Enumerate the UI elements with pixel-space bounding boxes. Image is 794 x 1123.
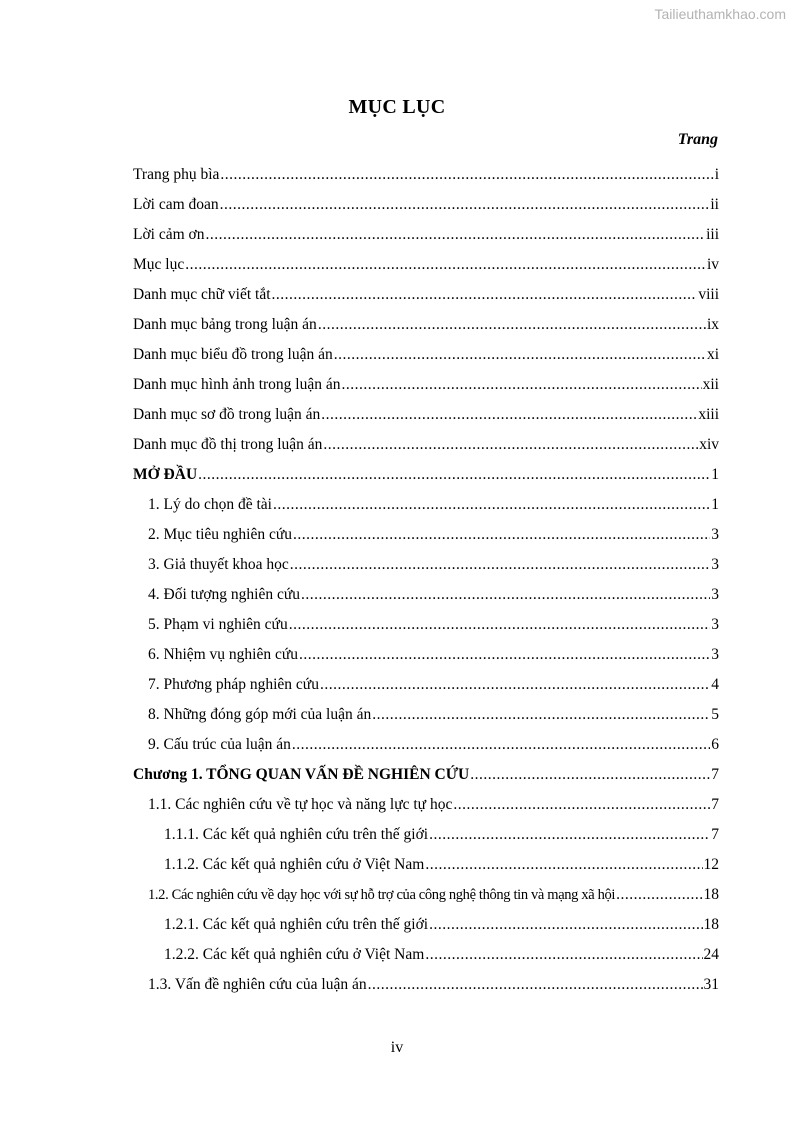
toc-entry <box>133 430 719 460</box>
toc-leader-dots <box>425 940 702 970</box>
toc-entry-page: 1 <box>711 496 719 513</box>
toc-leader-dots <box>334 340 706 370</box>
toc-leader-dots <box>220 190 710 220</box>
toc-leader-dots <box>293 520 710 550</box>
toc-entry-label: 1.1. Các nghiên cứu về tự học và năng lực tự học <box>148 796 453 813</box>
toc-entry <box>133 400 719 430</box>
toc-leader-dots <box>272 280 698 310</box>
toc-entry-label: 4. Đối tượng nghiên cứu <box>148 586 300 603</box>
toc-entry-page: i <box>714 166 719 183</box>
toc-entry <box>133 340 719 370</box>
toc-entry-label: 1.3. Vấn đề nghiên cứu của luận án <box>148 976 367 993</box>
toc-entry <box>133 580 719 610</box>
toc-entry-page: 3 <box>711 646 719 663</box>
toc-entry-label: 8. Những đóng góp mới của luận án <box>148 706 372 723</box>
toc-entry-page: 4 <box>711 676 719 693</box>
toc-leader-dots <box>198 460 710 490</box>
toc-entry-label: MỞ ĐẦU <box>133 466 198 483</box>
toc-entry-label: Mục lục <box>133 256 185 273</box>
toc-entry-page: 18 <box>703 886 719 903</box>
toc-entry <box>133 220 719 250</box>
toc-leader-dots <box>323 430 698 460</box>
toc-entry-label: Danh mục hình ảnh trong luận án <box>133 376 341 393</box>
toc-entry <box>133 460 719 490</box>
toc-entry-page: xii <box>702 376 719 393</box>
toc-entry <box>133 820 719 850</box>
page-title: MỤC LỤC <box>348 96 446 118</box>
toc-entry-page: viii <box>698 286 719 303</box>
toc-entry-label: 9. Cấu trúc của luận án <box>148 736 291 753</box>
toc-leader-dots <box>301 580 710 610</box>
toc-entry-label: 1. Lý do chọn đề tài <box>148 496 272 513</box>
toc-entry <box>133 760 719 790</box>
toc-leader-dots <box>425 850 702 880</box>
toc-entry-label: 1.2.1. Các kết quả nghiên cứu trên thế giới <box>164 916 429 933</box>
toc-entry-label: 2. Mục tiêu nghiên cứu <box>148 526 292 543</box>
toc-entry-label: Danh mục chữ viết tắt <box>133 286 271 303</box>
toc-entry <box>133 700 719 730</box>
toc-entry <box>133 520 719 550</box>
toc-entry <box>133 940 719 970</box>
toc-entry <box>133 160 719 190</box>
toc-leader-dots <box>616 880 702 910</box>
toc-entry-label: 1.1.1. Các kết quả nghiên cứu trên thế giới <box>164 826 429 843</box>
toc-leader-dots <box>205 220 705 250</box>
toc-leader-dots <box>292 730 710 760</box>
toc-entry-label: Lời cảm ơn <box>133 226 205 243</box>
toc-leader-dots <box>368 970 703 1000</box>
toc-entry <box>133 370 719 400</box>
toc-entry-label: Chương 1. TỔNG QUAN VẤN ĐỀ NGHIÊN CỨU <box>133 766 470 783</box>
toc-entry-page: 6 <box>711 736 719 753</box>
toc-entry-label: Lời cam đoan <box>133 196 219 213</box>
toc-leader-dots <box>320 670 710 700</box>
page-column-heading: Trang <box>677 131 718 148</box>
toc-leader-dots <box>289 610 711 640</box>
toc-entry-label: 7. Phương pháp nghiên cứu <box>148 676 319 693</box>
toc-leader-dots <box>318 310 706 340</box>
toc-leader-dots <box>372 700 710 730</box>
toc-entry <box>133 880 719 910</box>
toc-entry-page: xiii <box>698 406 719 423</box>
toc-entry-label: Danh mục sơ đồ trong luận án <box>133 406 321 423</box>
toc-entry-label: Trang phụ bìa <box>133 166 220 183</box>
toc-entry <box>133 550 719 580</box>
toc-entry-page: xiv <box>699 436 719 453</box>
toc-entry-page: 12 <box>703 856 719 873</box>
toc-entry-page: ii <box>710 196 719 213</box>
toc-entry <box>133 310 719 340</box>
toc-leader-dots <box>341 370 701 400</box>
toc-entry-label: 6. Nhiệm vụ nghiên cứu <box>148 646 299 663</box>
toc-entry-label: 5. Phạm vi nghiên cứu <box>148 616 288 633</box>
toc-entry-page: 5 <box>711 706 719 723</box>
toc-entry-page: 3 <box>711 556 719 573</box>
toc-entry-label: 3. Giả thuyết khoa học <box>148 556 289 573</box>
toc-entry-label: 1.2. Các nghiên cứu về dạy học với sự hỗ trợ của công nghệ thông tin và mạng xã hội <box>148 887 616 903</box>
toc-entry-page: 3 <box>711 586 719 603</box>
toc-entry <box>133 850 719 880</box>
toc-entry-label: Danh mục bảng trong luận án <box>133 316 317 333</box>
toc-entry <box>133 250 719 280</box>
toc-leader-dots <box>429 910 702 940</box>
toc-leader-dots <box>453 790 710 820</box>
toc-entry-page: 7 <box>711 796 719 813</box>
toc-entry <box>133 610 719 640</box>
toc-entry-page: 31 <box>703 976 719 993</box>
toc-entry <box>133 910 719 940</box>
toc-entry-page: 7 <box>711 766 719 783</box>
toc-entry <box>133 280 719 310</box>
toc-entry-page: 3 <box>711 616 719 633</box>
watermark: Tailieuthamkhao.com <box>654 6 786 22</box>
toc-entry <box>133 640 719 670</box>
toc-leader-dots <box>321 400 697 430</box>
page-number: iv <box>390 1039 404 1056</box>
toc-leader-dots <box>220 160 713 190</box>
toc-entry-page: xi <box>706 346 719 363</box>
toc-leader-dots <box>185 250 706 280</box>
toc-entry <box>133 790 719 820</box>
toc-leader-dots <box>299 640 710 670</box>
toc-entry-page: 1 <box>711 466 719 483</box>
toc-entry <box>133 730 719 760</box>
toc-leader-dots <box>470 760 710 790</box>
toc-entry-page: 18 <box>703 916 719 933</box>
toc-leader-dots <box>290 550 710 580</box>
toc-entry-page: iv <box>706 256 719 273</box>
toc-leader-dots <box>429 820 710 850</box>
toc-entry-page: ix <box>706 316 719 333</box>
toc-entry <box>133 970 719 1000</box>
toc-entry-page: 24 <box>703 946 719 963</box>
toc-entry-label: 1.1.2. Các kết quả nghiên cứu ở Việt Nam <box>164 856 425 873</box>
toc-entry-page: 7 <box>711 826 719 843</box>
toc-entry <box>133 190 719 220</box>
toc-entry-page: iii <box>706 226 719 243</box>
toc-entry-label: 1.2.2. Các kết quả nghiên cứu ở Việt Nam <box>164 946 425 963</box>
toc-leader-dots <box>273 490 710 520</box>
toc-entry <box>133 670 719 700</box>
toc-entry <box>133 490 719 520</box>
toc-entry-page: 3 <box>711 526 719 543</box>
toc-entry-label: Danh mục biểu đồ trong luận án <box>133 346 333 363</box>
toc-entry-label: Danh mục đồ thị trong luận án <box>133 436 323 453</box>
table-of-contents <box>133 160 719 1000</box>
